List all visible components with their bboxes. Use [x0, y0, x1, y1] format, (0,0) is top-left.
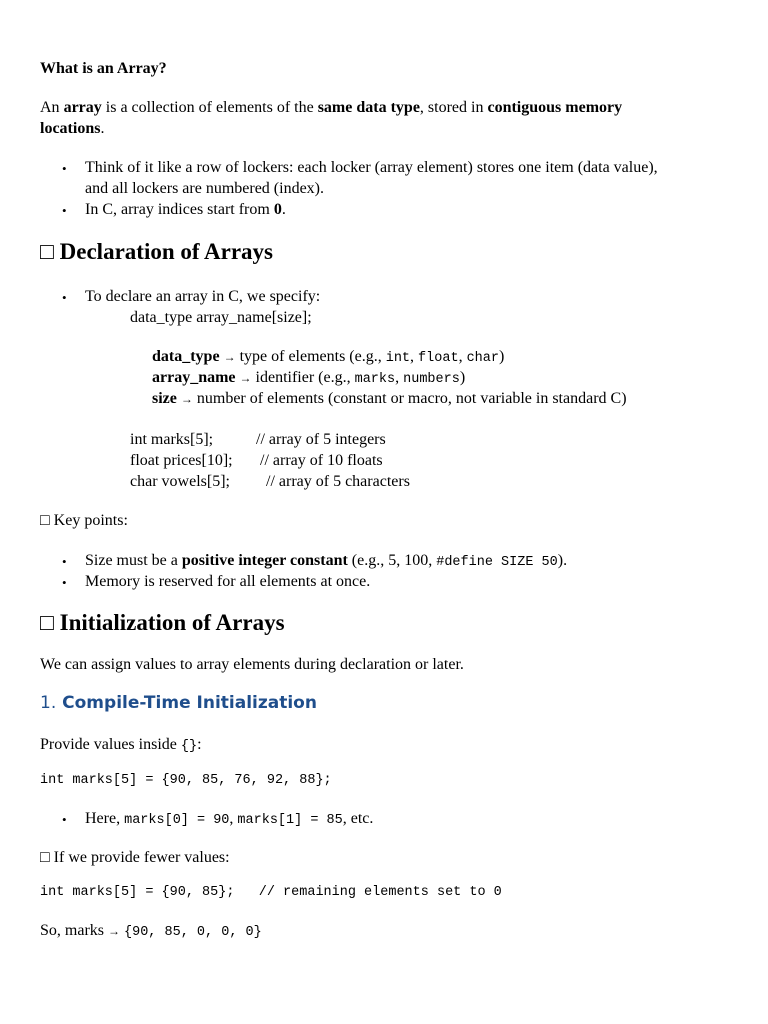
- bullet-icon: •: [62, 554, 67, 569]
- indices-bullet: In C, array indices start from 0.: [85, 201, 286, 218]
- fewer-values-label: □ If we provide fewer values:: [40, 849, 230, 866]
- bullet-icon: •: [62, 812, 67, 827]
- term-data-type: data_type → type of elements (e.g., int, float, char): [152, 348, 505, 366]
- bullet-icon: •: [62, 161, 67, 176]
- example-code: float prices[10];: [130, 452, 233, 469]
- bullet-icon: •: [62, 203, 67, 218]
- key-points-label: □ Key points:: [40, 512, 128, 529]
- intro-heading: What is an Array?: [40, 60, 167, 77]
- declare-bullet: To declare an array in C, we specify:: [85, 288, 321, 305]
- declaration-syntax: data_type array_name[size];: [130, 309, 312, 326]
- so-marks-result: So, marks → {90, 85, 0, 0, 0}: [40, 922, 262, 940]
- array-definition-line2: locations.: [40, 120, 105, 137]
- initialization-heading: □ Initialization of Arrays: [40, 610, 285, 635]
- arrow-icon: →: [180, 392, 193, 406]
- code-example-partial: int marks[5] = {90, 85}; // remaining elements set to 0: [40, 885, 502, 900]
- example-comment: // array of 5 characters: [266, 473, 410, 490]
- missing-glyph-icon: □: [40, 849, 50, 866]
- example-comment: // array of 10 floats: [260, 452, 383, 469]
- initialization-intro: We can assign values to array elements during declaration or later.: [40, 656, 464, 673]
- key-point-memory: Memory is reserved for all elements at once.: [85, 573, 371, 590]
- bullet-icon: •: [62, 290, 67, 305]
- key-point-size: Size must be a positive integer constant (e.g., 5, 100, #define SIZE 50).: [85, 552, 568, 570]
- arrow-icon: →: [239, 371, 252, 385]
- provide-values-text: Provide values inside {}:: [40, 736, 202, 754]
- declaration-heading: □ Declaration of Arrays: [40, 239, 273, 264]
- term-size: size → number of elements (constant or macro, not variable in standard C): [152, 390, 627, 407]
- missing-glyph-icon: □: [40, 512, 50, 529]
- array-definition-line1: An array is a collection of elements of the same data type, stored in contiguous memory: [40, 99, 623, 116]
- code-example-full: int marks[5] = {90, 85, 76, 92, 88};: [40, 773, 332, 788]
- missing-glyph-icon: □: [40, 610, 54, 635]
- example-comment: // array of 5 integers: [256, 431, 386, 448]
- lockers-bullet-line1: Think of it like a row of lockers: each locker (array element) stores one item (data value),: [85, 159, 658, 176]
- missing-glyph-icon: □: [40, 239, 54, 264]
- example-code: char vowels[5];: [130, 473, 230, 490]
- arrow-icon: →: [108, 924, 120, 938]
- term-array-name: array_name → identifier (e.g., marks, numbers): [152, 369, 466, 387]
- lockers-bullet-line2: and all lockers are numbered (index).: [85, 180, 325, 197]
- example-code: int marks[5];: [130, 431, 214, 448]
- arrow-icon: →: [223, 350, 236, 364]
- compile-time-heading: 1. Compile-Time Initialization: [40, 693, 317, 713]
- bullet-icon: •: [62, 575, 67, 590]
- here-bullet: Here, marks[0] = 90, marks[1] = 85, etc.: [85, 810, 374, 828]
